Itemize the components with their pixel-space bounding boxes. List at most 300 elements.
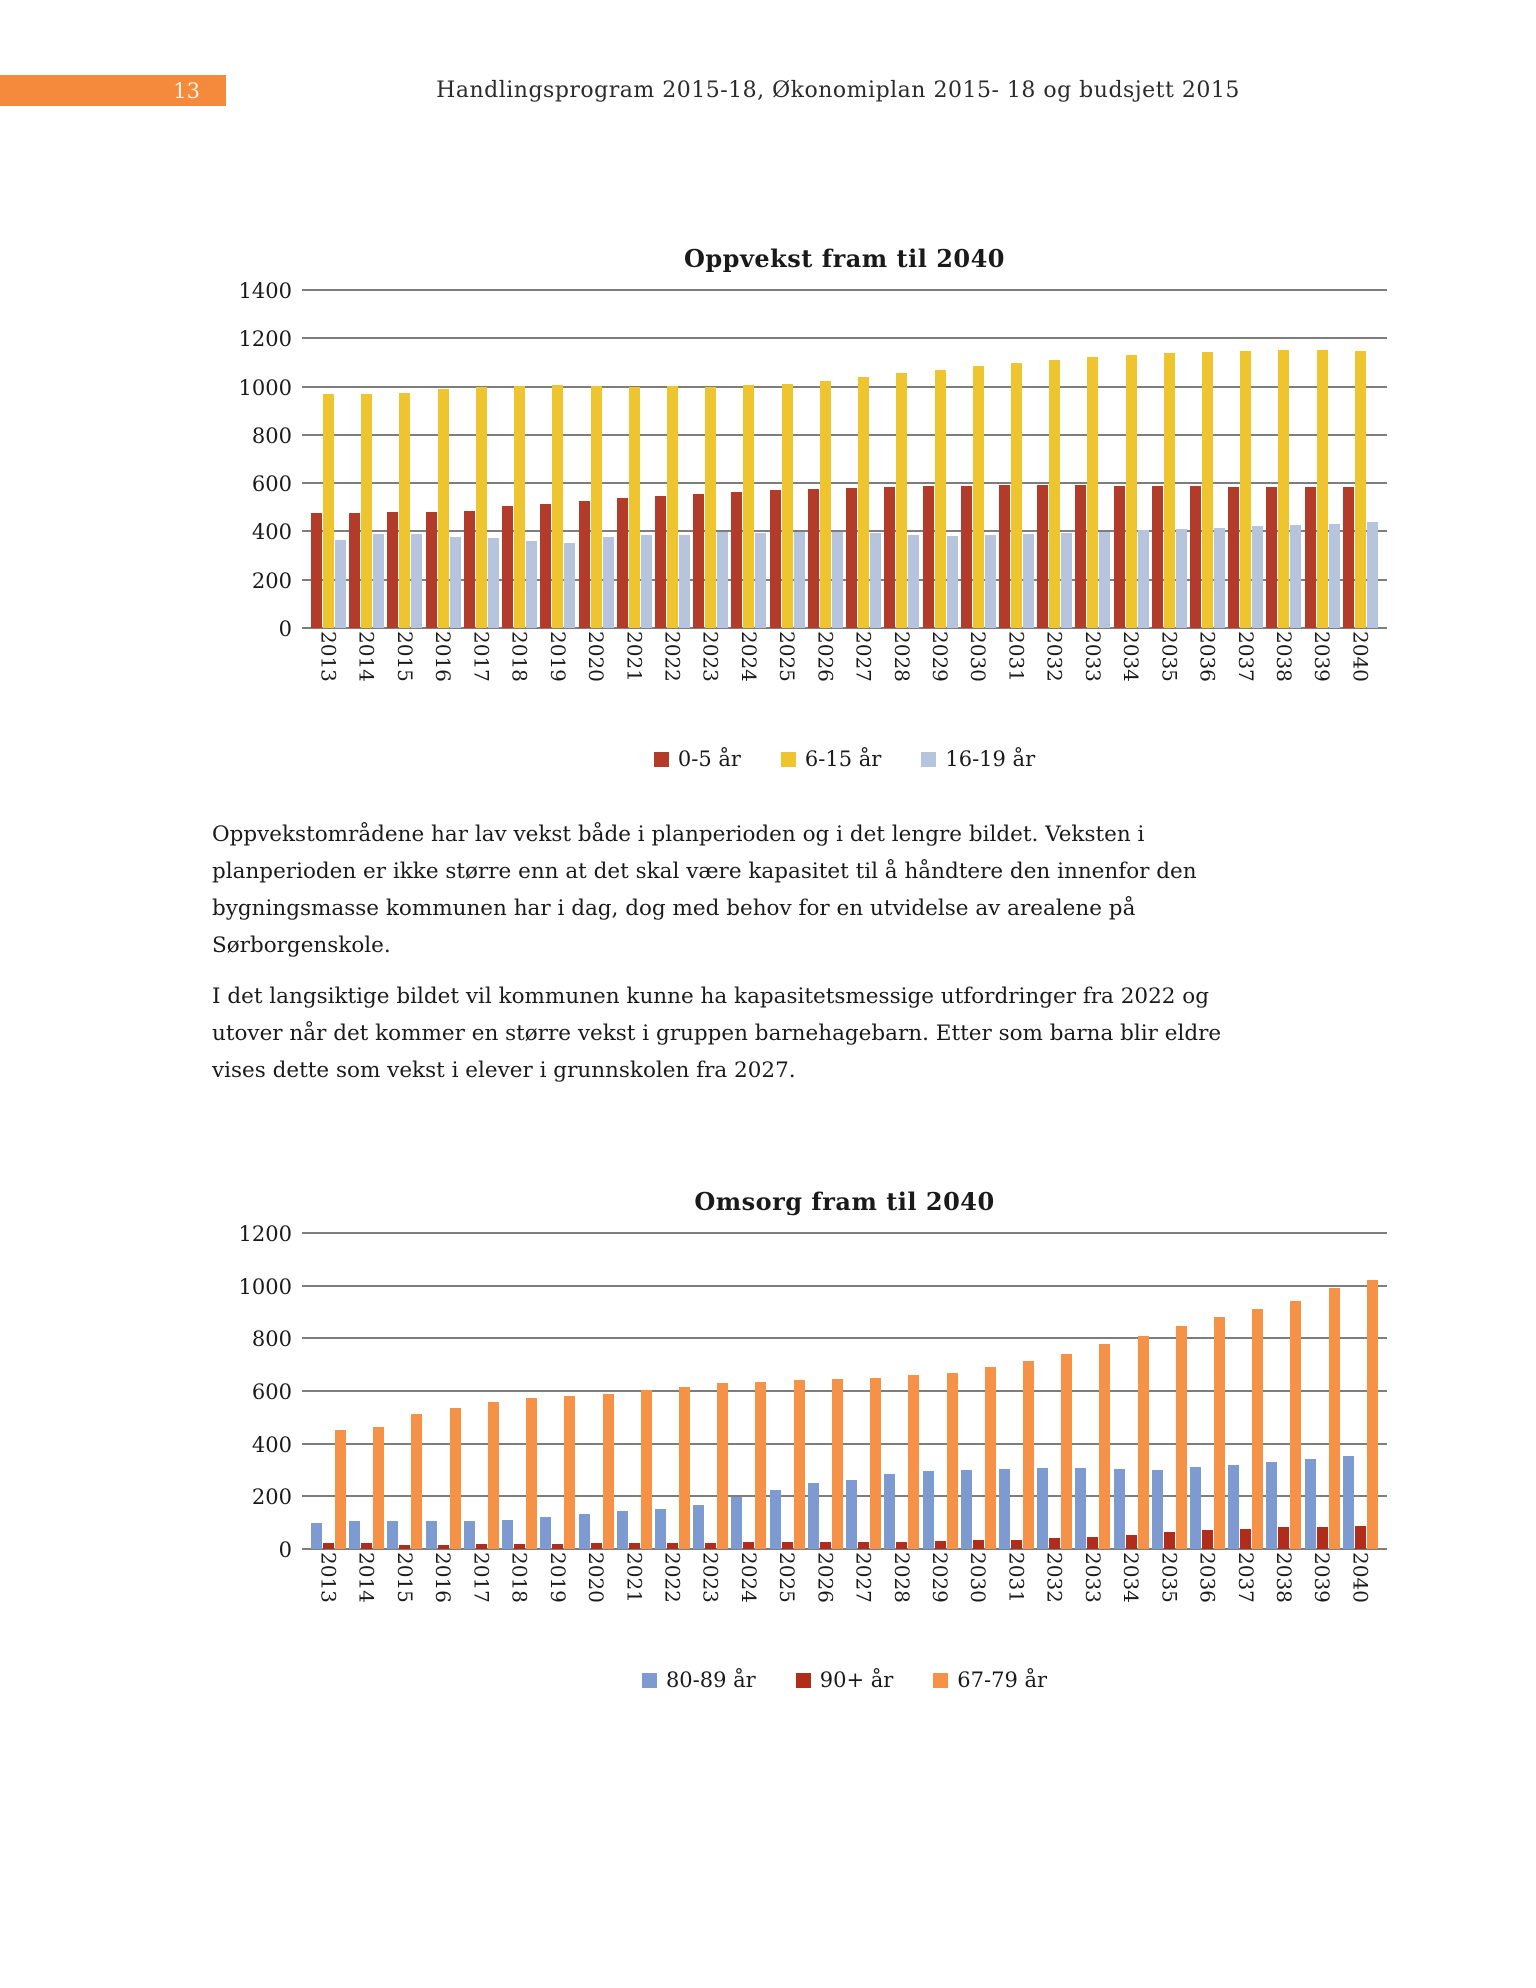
bar-group-2028	[884, 290, 919, 628]
y-axis-tick-label: 800	[251, 1327, 292, 1352]
year-label: 2026	[813, 1552, 838, 1603]
x-axis-tick-label	[540, 1552, 575, 1644]
bar-group-2017	[464, 1233, 499, 1549]
x-axis-tick-label	[1343, 1552, 1378, 1644]
bar	[1037, 485, 1048, 628]
bar-group-2029	[923, 1233, 958, 1549]
bar	[540, 504, 551, 628]
bar	[1317, 350, 1328, 628]
paragraph-line: utover når det kommer en større vekst i gruppen barnehagebarn. Etter som barna blir eldre	[212, 1021, 1222, 1046]
year-label: 2014	[354, 631, 379, 682]
bar-group-2015	[387, 290, 422, 628]
x-axis-tick-label	[846, 1552, 881, 1644]
bar	[617, 1511, 628, 1549]
legend-label: 6-15 år	[804, 747, 882, 771]
bar-group-2023	[693, 1233, 728, 1549]
year-label: 2025	[775, 631, 800, 682]
y-axis-tick-label: 1200	[238, 1222, 292, 1246]
bar	[1114, 1469, 1125, 1549]
bar-group-2031	[999, 1233, 1034, 1549]
bar	[935, 370, 946, 628]
x-axis-tick-label	[808, 631, 843, 723]
bar	[743, 385, 754, 628]
bar	[335, 1430, 346, 1549]
bar	[603, 537, 614, 628]
bar	[1290, 1301, 1301, 1549]
year-label: 2031	[1004, 631, 1029, 682]
chart-legend	[302, 1668, 1387, 1692]
year-label: 2020	[584, 1552, 609, 1603]
bar	[476, 1544, 487, 1549]
bar-group-2034	[1114, 290, 1149, 628]
omsorg-chart	[232, 1187, 1412, 1692]
y-axis-tick-label: 1400	[238, 279, 292, 303]
year-label: 2034	[1119, 1552, 1144, 1603]
bar	[884, 1474, 895, 1549]
bar-group-2013	[311, 1233, 346, 1549]
bar	[526, 541, 537, 628]
bar	[884, 487, 895, 628]
bar	[947, 536, 958, 628]
bar	[591, 1543, 602, 1549]
x-axis-tick-label	[502, 1552, 537, 1644]
bar	[999, 485, 1010, 628]
bar-group-2016	[426, 290, 461, 628]
x-axis-tick-label	[1305, 1552, 1340, 1644]
bar-group-2025	[770, 1233, 805, 1549]
x-axis-tick-label	[426, 631, 461, 723]
bar	[1214, 528, 1225, 628]
bar	[973, 366, 984, 628]
x-axis-tick-label	[731, 631, 766, 723]
x-axis-tick-label	[1266, 1552, 1301, 1644]
bar-group-2040	[1343, 290, 1378, 628]
bar-group-2015	[387, 1233, 422, 1549]
bar	[629, 1543, 640, 1549]
bar	[782, 1542, 793, 1549]
year-label: 2016	[431, 1552, 456, 1603]
bar	[693, 494, 704, 628]
bar-group-2032	[1037, 290, 1072, 628]
bars-row	[302, 290, 1387, 628]
bar	[1152, 1470, 1163, 1549]
bar-group-2029	[923, 290, 958, 628]
x-axis-tick-label	[1343, 631, 1378, 723]
year-label: 2022	[660, 1552, 685, 1603]
bar	[426, 512, 437, 628]
bar-group-2040	[1343, 1233, 1378, 1549]
bar	[832, 532, 843, 628]
bar	[399, 1545, 410, 1549]
legend-label: 16-19 år	[945, 747, 1036, 771]
x-axis-tick-label	[387, 631, 422, 723]
paragraph-line: planperioden er ikke større enn at det skal være kapasitet til å håndtere den innenfor den	[212, 859, 1197, 884]
bar	[923, 1471, 934, 1549]
paragraph-line: Sørborgenskole.	[212, 933, 391, 958]
bar-group-2019	[540, 1233, 575, 1549]
y-axis-tick-label: 0	[278, 617, 292, 641]
year-label: 2026	[813, 631, 838, 682]
bar	[1252, 526, 1263, 628]
year-label: 2038	[1271, 631, 1296, 682]
bar	[858, 1542, 869, 1549]
year-label: 2018	[507, 1552, 532, 1603]
bar-group-2022	[655, 1233, 690, 1549]
bar-group-2026	[808, 290, 843, 628]
bar	[552, 1544, 563, 1549]
bar	[1278, 1527, 1289, 1549]
year-label: 2017	[469, 1552, 494, 1603]
bar	[1037, 1468, 1048, 1549]
paragraph-line: I det langsiktige bildet vil kommunen kunne ha kapasitetsmessige utfordringer fra 2022 og	[212, 984, 1209, 1009]
bar-group-2025	[770, 290, 805, 628]
bar	[794, 532, 805, 628]
legend-item	[642, 1668, 756, 1692]
legend-swatch	[796, 1673, 811, 1688]
year-label: 2033	[1080, 631, 1105, 682]
paragraph-line: vises dette som vekst i elever i grunnskolen fra 2027.	[212, 1058, 796, 1083]
bar	[755, 533, 766, 628]
year-label: 2025	[775, 1552, 800, 1603]
bar	[591, 386, 602, 628]
bar-group-2013	[311, 290, 346, 628]
bar	[858, 377, 869, 628]
bar	[1290, 525, 1301, 628]
year-label: 2019	[545, 631, 570, 682]
bar	[896, 373, 907, 628]
x-axis-tick-label	[387, 1552, 422, 1644]
bar	[1305, 487, 1316, 628]
bar-group-2018	[502, 290, 537, 628]
legend-item	[921, 747, 1035, 771]
paragraph-line: bygningsmasse kommunen har i dag, dog med behov for en utvidelse av arealene på	[212, 896, 1136, 921]
bar	[782, 384, 793, 628]
year-label: 2020	[584, 631, 609, 682]
bar	[1114, 486, 1125, 628]
bar	[564, 1396, 575, 1549]
legend-item	[781, 747, 881, 771]
bar	[526, 1398, 537, 1549]
bar-group-2027	[846, 1233, 881, 1549]
bar	[311, 1523, 322, 1549]
bar	[1343, 1456, 1354, 1549]
bar	[1228, 1465, 1239, 1549]
year-label: 2039	[1310, 631, 1335, 682]
x-axis-tick-label	[1228, 1552, 1263, 1644]
year-label: 2022	[660, 631, 685, 682]
bar	[731, 1497, 742, 1549]
document-header-title: Handlingsprogram 2015-18, Økonomiplan 2015- 18 og budsjett 2015	[436, 78, 1240, 103]
bar	[488, 538, 499, 628]
year-label: 2018	[507, 631, 532, 682]
bar	[603, 1394, 614, 1549]
bar	[349, 513, 360, 628]
bar	[961, 486, 972, 628]
x-axis-tick-label	[617, 631, 652, 723]
bar	[794, 1380, 805, 1549]
chart-title: Omsorg fram til 2040	[694, 1187, 995, 1216]
bar	[552, 385, 563, 628]
legend-item	[933, 1668, 1047, 1692]
bar-group-2030	[961, 1233, 996, 1549]
x-axis-tick-label	[731, 1552, 766, 1644]
year-label: 2032	[1042, 1552, 1067, 1603]
bar	[349, 1521, 360, 1549]
x-axis-tick-label	[349, 1552, 384, 1644]
bar	[1329, 524, 1340, 628]
x-axis-tick-label	[999, 631, 1034, 723]
bar	[1075, 485, 1086, 628]
year-label: 2023	[698, 631, 723, 682]
year-label: 2013	[316, 1552, 341, 1603]
chart-title: Oppvekst fram til 2040	[683, 244, 1005, 273]
bar	[1240, 1529, 1251, 1549]
bar	[1329, 1288, 1340, 1549]
paragraph-oppvekst	[212, 816, 1332, 964]
bar-group-2024	[731, 290, 766, 628]
bar-group-2020	[579, 290, 614, 628]
bar	[1190, 1467, 1201, 1549]
bar-group-2023	[693, 290, 728, 628]
bar	[705, 387, 716, 628]
y-axis-tick-label: 600	[251, 1380, 292, 1404]
y-axis-tick-label: 800	[251, 423, 292, 448]
bar	[1266, 1462, 1277, 1549]
bar	[1138, 530, 1149, 628]
year-label: 2039	[1310, 1552, 1335, 1603]
bar-group-2014	[349, 1233, 384, 1549]
year-label: 2029	[928, 631, 952, 682]
bar-group-2031	[999, 290, 1034, 628]
x-axis-tick-label	[884, 631, 919, 723]
x-axis-tick-label	[1190, 1552, 1225, 1644]
bar	[1305, 1459, 1316, 1549]
bar	[1214, 1317, 1225, 1549]
bar	[1011, 363, 1022, 628]
bar	[1061, 533, 1072, 628]
x-axis-tick-label	[1266, 631, 1301, 723]
bar	[1126, 355, 1137, 628]
bar	[641, 1390, 652, 1549]
year-label: 2019	[545, 1552, 570, 1603]
bar	[323, 1543, 334, 1549]
page-number: 13	[173, 78, 200, 103]
x-axis-tick-label	[1037, 1552, 1072, 1644]
bar-group-2035	[1152, 290, 1187, 628]
bar	[820, 381, 831, 628]
x-axis-tick-label	[311, 631, 346, 723]
x-axis-tick-label	[1114, 1552, 1149, 1644]
bar-group-2019	[540, 290, 575, 628]
x-axis-tick-label	[579, 631, 614, 723]
x-axis-tick-label	[1190, 631, 1225, 723]
bar-group-2033	[1075, 1233, 1110, 1549]
x-axis-tick-label	[655, 1552, 690, 1644]
year-label: 2036	[1195, 1552, 1220, 1603]
bar	[1087, 1537, 1098, 1549]
year-label: 2024	[736, 631, 761, 682]
bar	[667, 386, 678, 628]
bar-group-2030	[961, 290, 996, 628]
x-axis-tick-label	[617, 1552, 652, 1644]
bar-group-2017	[464, 290, 499, 628]
bar	[1164, 353, 1175, 628]
bar	[387, 512, 398, 628]
bar-group-2034	[1114, 1233, 1149, 1549]
y-axis-tick-label: 200	[251, 1485, 292, 1510]
bar	[923, 486, 934, 628]
y-axis-tick-label: 1000	[238, 1274, 292, 1299]
year-label: 2040	[1348, 1552, 1373, 1603]
bar-group-2016	[426, 1233, 461, 1549]
chart-x-axis-labels	[302, 1552, 1387, 1644]
bar	[908, 535, 919, 628]
x-axis-tick-label	[846, 631, 881, 723]
legend-swatch	[933, 1673, 948, 1688]
bar	[476, 387, 487, 628]
bar	[770, 490, 781, 628]
x-axis-tick-label	[1228, 631, 1263, 723]
bar	[985, 535, 996, 628]
bar	[617, 498, 628, 628]
bar	[399, 393, 410, 628]
bar	[641, 535, 652, 628]
year-label: 2028	[889, 631, 914, 682]
legend-swatch	[642, 1673, 657, 1688]
year-label: 2031	[1004, 1552, 1029, 1603]
bar	[373, 1427, 384, 1549]
y-axis-tick-label: 600	[251, 472, 292, 497]
year-label: 2016	[431, 631, 456, 682]
x-axis-tick-label	[1075, 1552, 1110, 1644]
year-label: 2040	[1348, 631, 1373, 682]
bar	[973, 1540, 984, 1549]
bar	[679, 535, 690, 628]
chart-plot-area	[238, 1222, 1387, 1562]
bar	[311, 513, 322, 628]
bar	[731, 492, 742, 628]
year-label: 2036	[1195, 631, 1220, 682]
year-label: 2015	[392, 1552, 417, 1603]
x-axis-tick-label	[961, 631, 996, 723]
bar	[870, 533, 881, 628]
bar	[426, 1521, 437, 1549]
year-label: 2021	[622, 631, 647, 682]
bar	[411, 534, 422, 628]
bar	[820, 1542, 831, 1549]
year-label: 2023	[698, 1552, 723, 1603]
bar	[1190, 486, 1201, 628]
bar	[808, 489, 819, 628]
bar	[770, 1490, 781, 1549]
bar-group-2038	[1266, 290, 1301, 628]
bar	[1023, 534, 1034, 628]
bar	[1343, 487, 1354, 628]
bar-group-2028	[884, 1233, 919, 1549]
bar	[999, 1469, 1010, 1549]
bar	[667, 1543, 678, 1549]
bar	[1228, 487, 1239, 628]
bar	[540, 1517, 551, 1549]
x-axis-tick-label	[464, 631, 499, 723]
bar	[514, 386, 525, 628]
bar	[335, 540, 346, 628]
legend-item	[796, 1668, 894, 1692]
year-label: 2024	[736, 1552, 761, 1603]
bar	[629, 387, 640, 628]
x-axis-tick-label	[540, 631, 575, 723]
x-axis-tick-label	[770, 631, 805, 723]
oppvekst-chart	[232, 244, 1412, 771]
bar-group-2026	[808, 1233, 843, 1549]
bar	[705, 1543, 716, 1549]
x-axis-tick-label	[1305, 631, 1340, 723]
bar	[1278, 350, 1289, 628]
bar-group-2037	[1228, 1233, 1263, 1549]
x-axis-tick-label	[693, 631, 728, 723]
bar	[1099, 1344, 1110, 1549]
chart-plot-area	[238, 279, 1387, 641]
bar	[717, 532, 728, 628]
legend-swatch	[781, 752, 796, 767]
bar-group-2036	[1190, 1233, 1225, 1549]
bar	[870, 1378, 881, 1549]
legend-label: 80-89 år	[665, 1668, 756, 1692]
year-label: 2035	[1157, 631, 1182, 682]
bar	[1202, 352, 1213, 628]
bar-group-2038	[1266, 1233, 1301, 1549]
bar	[961, 1470, 972, 1549]
bar	[1049, 360, 1060, 628]
bar	[502, 1520, 513, 1549]
bar	[1202, 1530, 1213, 1549]
y-axis-tick-label: 1000	[238, 375, 292, 400]
legend-swatch	[654, 752, 669, 767]
bar	[450, 1408, 461, 1549]
year-label: 2015	[392, 631, 417, 682]
bar	[717, 1383, 728, 1549]
year-label: 2017	[469, 631, 494, 682]
bar-group-2036	[1190, 290, 1225, 628]
bar	[502, 506, 513, 628]
x-axis-tick-label	[311, 1552, 346, 1644]
bar	[1240, 351, 1251, 628]
x-axis-tick-label	[1152, 1552, 1187, 1644]
bar	[1011, 1540, 1022, 1549]
x-axis-tick-label	[1037, 631, 1072, 723]
bar	[985, 1367, 996, 1549]
year-label: 2013	[316, 631, 341, 682]
bar	[1164, 1532, 1175, 1549]
year-label: 2032	[1042, 631, 1067, 682]
bar-group-2018	[502, 1233, 537, 1549]
x-axis-tick-label	[961, 1552, 996, 1644]
year-label: 2034	[1119, 631, 1144, 682]
bar	[464, 511, 475, 628]
legend-label: 67-79 år	[957, 1668, 1048, 1692]
x-axis-tick-label	[808, 1552, 843, 1644]
year-label: 2021	[622, 1552, 647, 1603]
bar	[1367, 522, 1378, 628]
x-axis-tick-label	[579, 1552, 614, 1644]
legend-item	[654, 747, 741, 771]
bar	[579, 1514, 590, 1549]
bar	[1176, 529, 1187, 628]
x-axis-tick-label	[464, 1552, 499, 1644]
bar	[846, 1480, 857, 1549]
bar	[323, 394, 334, 628]
bar	[411, 1414, 422, 1549]
